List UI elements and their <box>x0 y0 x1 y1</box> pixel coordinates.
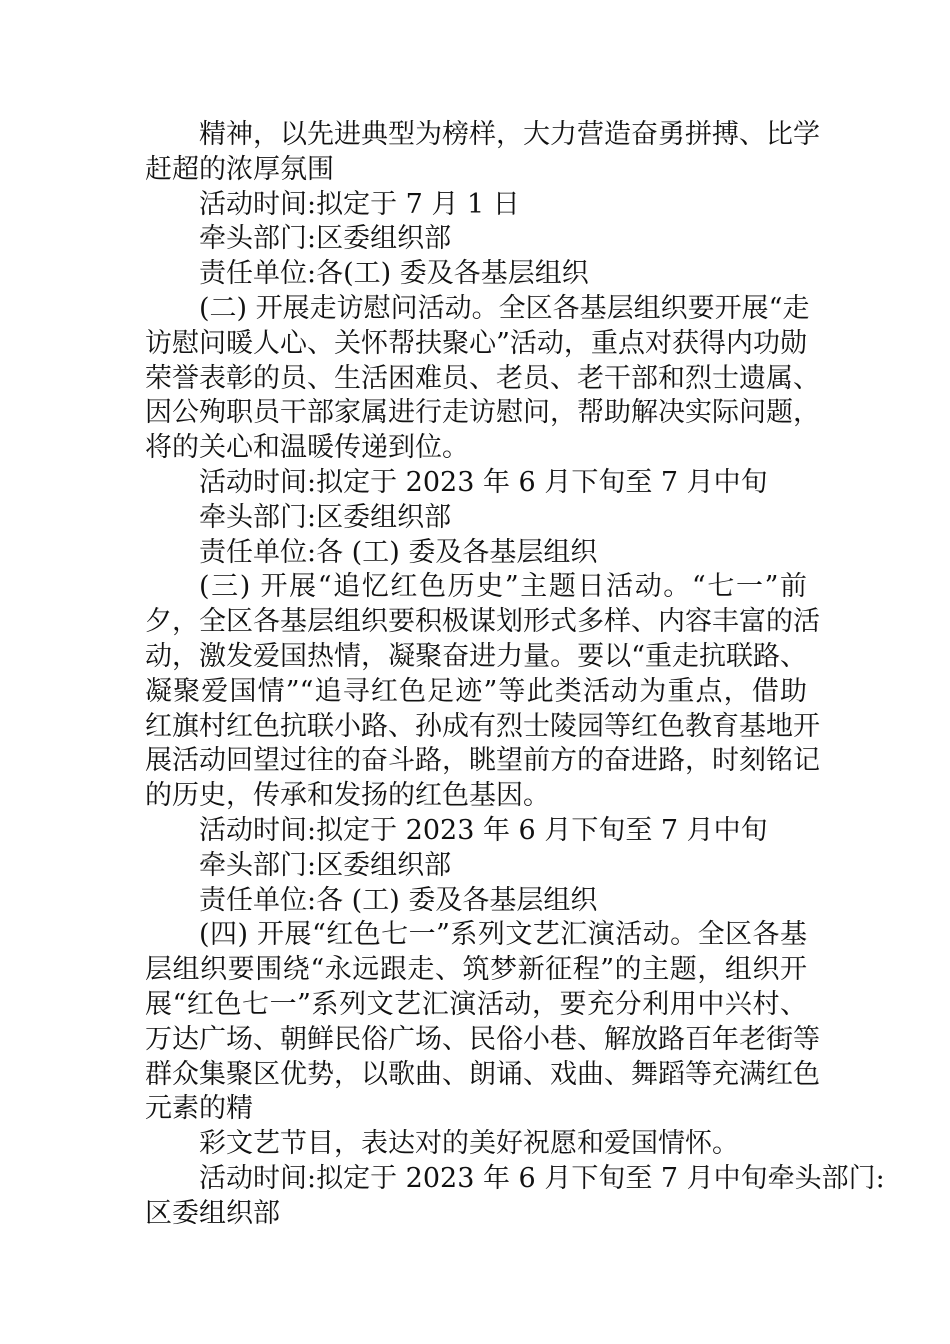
text-line: 牵头部门:区委组织部 <box>199 223 452 255</box>
text-line: 访慰问暖人心、关怀帮扶聚心”活动，重点对获得内功勋 <box>145 327 807 359</box>
text-line: 因公殉职员干部家属进行走访慰问，帮助解决实际问题， <box>145 397 820 429</box>
text-line: 活动时间:拟定于 2023 年 6 月下旬至 7 月中旬 <box>199 466 768 498</box>
text-line: 万达广场、朝鲜民俗广场、民俗小巷、解放路百年老街等 <box>145 1023 820 1055</box>
text-line: 区委组织部 <box>145 1197 280 1229</box>
text-line: 荣誉表彰的员、生活困难员、老员、老干部和烈士遗属、 <box>145 362 820 394</box>
section-heading-line: (三) 开展“追忆红色历史”主题日活动。“七一”前 <box>199 571 807 603</box>
text-line: 彩文艺节目，表达对的美好祝愿和爱国情怀。 <box>199 1128 739 1160</box>
text-line: 展活动回望过往的奋斗路，眺望前方的奋进路，时刻铭记 <box>145 745 820 777</box>
text-line: 的历史，传承和发扬的红色基因。 <box>145 780 550 812</box>
text-line: 群众集聚区优势，以歌曲、朗诵、戏曲、舞蹈等充满红色 <box>145 1058 820 1090</box>
text-line: 活动时间:拟定于 7 月 1 日 <box>199 188 520 220</box>
text-line: 动，激发爱国热情，凝聚奋进力量。要以“重走抗联路、 <box>145 640 807 672</box>
text-line: 层组织要围绕“永远跟走、筑梦新征程”的主题，组织开 <box>145 954 807 986</box>
text-line: 牵头部门:区委组织部 <box>199 849 452 881</box>
text-line: 赶超的浓厚氛围 <box>145 153 334 185</box>
text-line: 将的关心和温暖传递到位。 <box>145 432 469 464</box>
text-line: 精神，以先进典型为榜样，大力营造奋勇拼搏、比学 <box>199 119 820 150</box>
text-line: 牵头部门:区委组织部 <box>199 501 452 533</box>
text-line: 责任单位:各(工) 委及各基层组织 <box>199 258 589 290</box>
text-line: 展“红色七一”系列文艺汇演活动，要充分利用中兴村、 <box>145 988 807 1020</box>
section-heading-line: (四) 开展“红色七一”系列文艺汇演活动。全区各基 <box>199 919 807 951</box>
text-line: 元素的精 <box>145 1093 253 1125</box>
text-line: 责任单位:各 (工) 委及各基层组织 <box>199 884 598 916</box>
text-line: 责任单位:各 (工) 委及各基层组织 <box>199 536 598 568</box>
section-heading-line: (二) 开展走访慰问活动。全区各基层组织要开展“走 <box>199 292 810 324</box>
text-line: 凝聚爱国情”“追寻红色足迹”等此类活动为重点，借助 <box>145 675 807 707</box>
text-line: 红旗村红色抗联小路、孙成有烈士陵园等红色教育基地开 <box>145 710 820 742</box>
text-line: 活动时间:拟定于 2023 年 6 月下旬至 7 月中旬牵头部门: <box>199 1162 885 1194</box>
text-line: 活动时间:拟定于 2023 年 6 月下旬至 7 月中旬 <box>199 814 768 846</box>
text-line: 夕，全区各基层组织要积极谋划形式多样、内容丰富的活 <box>145 606 820 638</box>
document-body <box>145 118 885 1232</box>
